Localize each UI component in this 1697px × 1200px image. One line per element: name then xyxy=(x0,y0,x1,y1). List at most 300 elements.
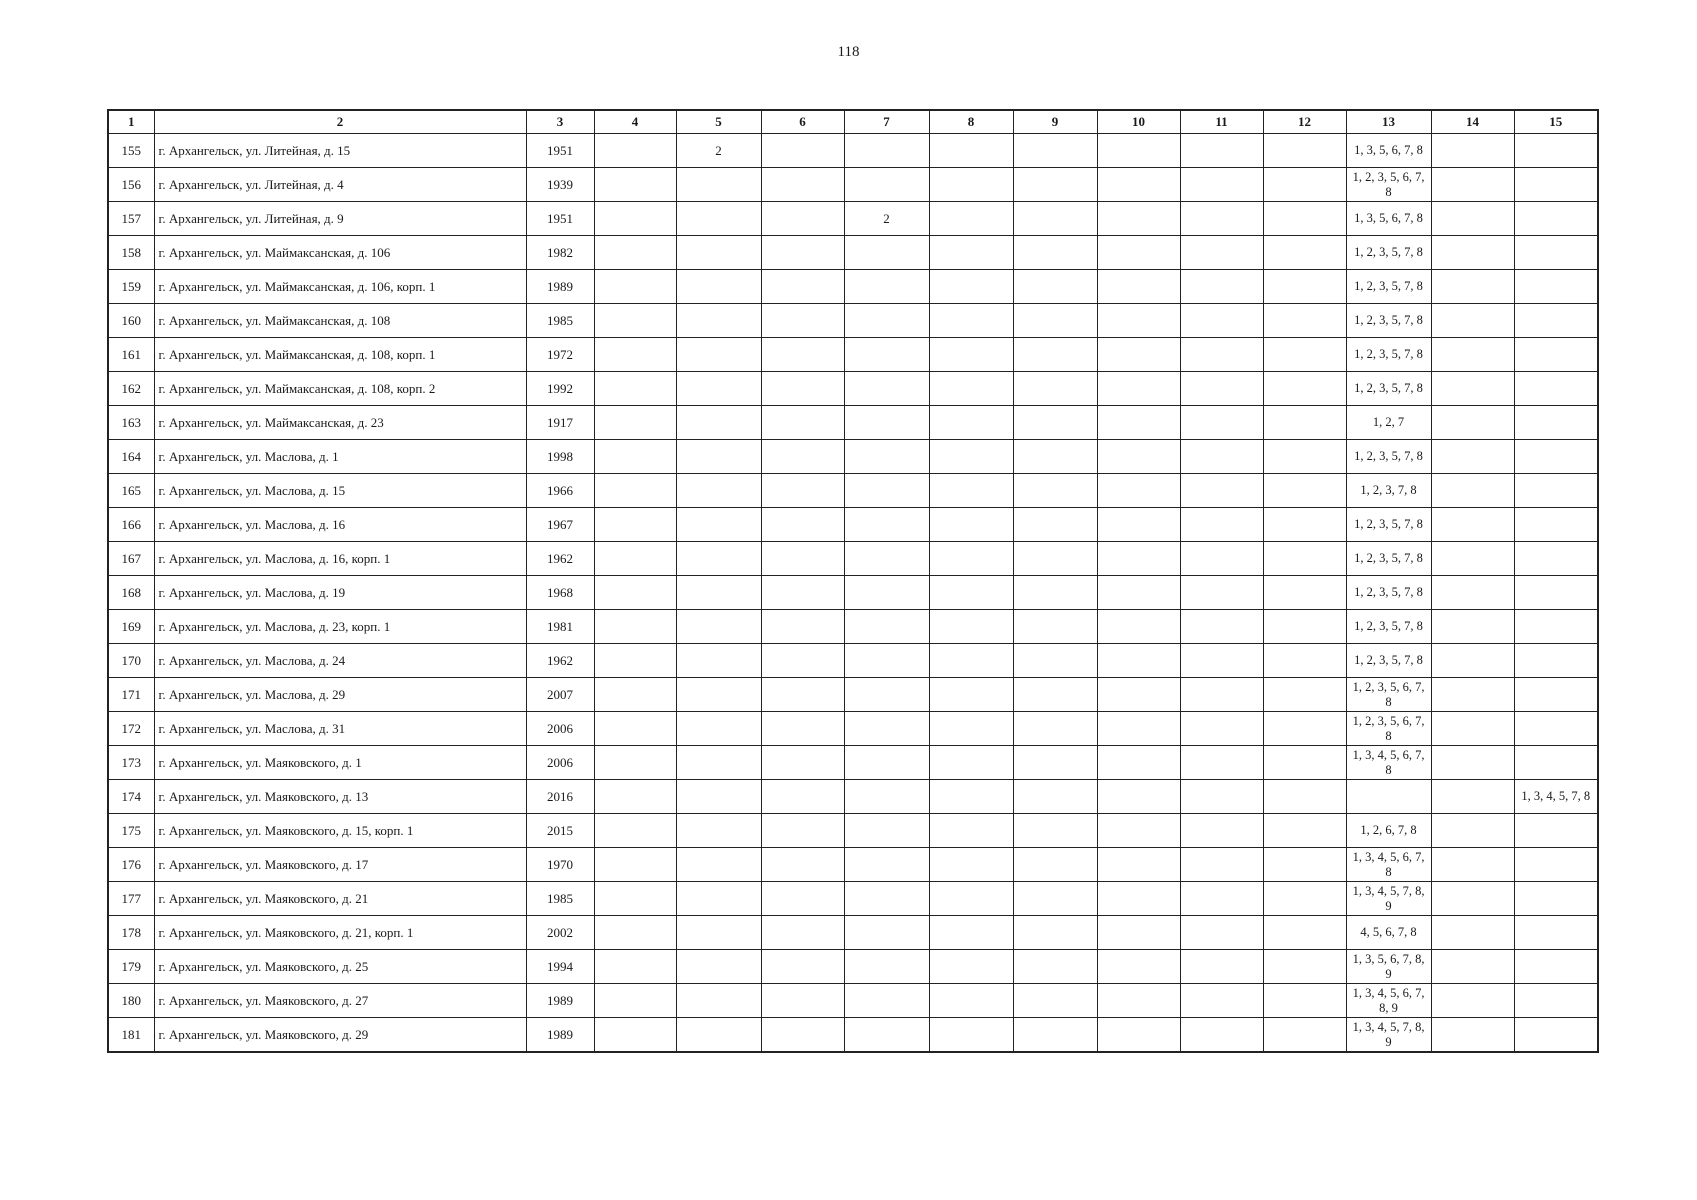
table-cell xyxy=(1431,134,1514,168)
table-cell xyxy=(844,372,929,406)
table-cell xyxy=(1263,134,1346,168)
table-cell xyxy=(761,134,844,168)
table-cell xyxy=(1431,780,1514,814)
table-cell xyxy=(1514,712,1598,746)
table-row xyxy=(108,950,1598,984)
table-cell xyxy=(1180,950,1263,984)
table-cell xyxy=(1431,882,1514,916)
table-cell xyxy=(1431,304,1514,338)
table-cell xyxy=(1431,916,1514,950)
table-cell xyxy=(1013,304,1097,338)
table-cell xyxy=(929,678,1013,712)
table-cell xyxy=(1013,406,1097,440)
row-number-cell: 169 xyxy=(108,610,154,644)
table-cell xyxy=(1097,338,1180,372)
table-cell xyxy=(1346,780,1431,814)
table-cell xyxy=(1514,338,1598,372)
address-cell: г. Архангельск, ул. Маяковского, д. 13 xyxy=(154,780,526,814)
table-cell xyxy=(594,474,676,508)
table-cell xyxy=(1013,338,1097,372)
table-cell xyxy=(929,372,1013,406)
column-header: 9 xyxy=(1013,110,1097,134)
row-number-cell: 175 xyxy=(108,814,154,848)
table-cell xyxy=(1180,474,1263,508)
table-cell xyxy=(1180,202,1263,236)
table-cell xyxy=(1013,814,1097,848)
table-cell xyxy=(1180,848,1263,882)
table-cell xyxy=(676,270,761,304)
column-header: 4 xyxy=(594,110,676,134)
table-cell xyxy=(1097,916,1180,950)
table-cell: 1, 3, 4, 5, 6, 7, 8 xyxy=(1346,746,1431,780)
table-cell: 1, 3, 5, 6, 7, 8 xyxy=(1346,202,1431,236)
table-cell xyxy=(844,508,929,542)
row-number-cell: 163 xyxy=(108,406,154,440)
table-cell xyxy=(1097,168,1180,202)
table-cell xyxy=(1097,474,1180,508)
table-cell xyxy=(1431,542,1514,576)
table-cell xyxy=(761,678,844,712)
table-cell xyxy=(1263,644,1346,678)
table-cell xyxy=(844,1018,929,1053)
table-cell xyxy=(761,304,844,338)
address-cell: г. Архангельск, ул. Маяковского, д. 21, корп. 1 xyxy=(154,916,526,950)
table-cell xyxy=(1263,984,1346,1018)
table-row xyxy=(108,678,1598,712)
table-cell xyxy=(761,984,844,1018)
year-cell: 2002 xyxy=(526,916,594,950)
table-cell xyxy=(761,610,844,644)
table-cell xyxy=(1263,916,1346,950)
row-number-cell: 158 xyxy=(108,236,154,270)
table-cell xyxy=(676,780,761,814)
table-cell xyxy=(1514,950,1598,984)
address-cell: г. Архангельск, ул. Маслова, д. 23, корп. 1 xyxy=(154,610,526,644)
row-number-cell: 173 xyxy=(108,746,154,780)
table-cell: 2 xyxy=(844,202,929,236)
year-cell: 1939 xyxy=(526,168,594,202)
table-cell: 1, 2, 3, 5, 6, 7, 8 xyxy=(1346,168,1431,202)
table-cell xyxy=(1431,270,1514,304)
table-cell xyxy=(594,372,676,406)
row-number-cell: 160 xyxy=(108,304,154,338)
table-cell xyxy=(1431,508,1514,542)
table-cell xyxy=(761,542,844,576)
table-cell xyxy=(1097,372,1180,406)
table-cell xyxy=(1514,236,1598,270)
table-cell xyxy=(676,508,761,542)
table-cell xyxy=(929,202,1013,236)
row-number-cell: 174 xyxy=(108,780,154,814)
table-cell xyxy=(1431,746,1514,780)
table-cell xyxy=(1431,984,1514,1018)
table-row xyxy=(108,338,1598,372)
address-cell: г. Архангельск, ул. Маяковского, д. 25 xyxy=(154,950,526,984)
address-cell: г. Архангельск, ул. Маяковского, д. 15, корп. 1 xyxy=(154,814,526,848)
table-cell xyxy=(844,440,929,474)
table-cell: 1, 2, 3, 5, 7, 8 xyxy=(1346,270,1431,304)
table-cell xyxy=(1097,746,1180,780)
row-number-cell: 179 xyxy=(108,950,154,984)
table-cell xyxy=(594,508,676,542)
table-cell: 1, 2, 3, 5, 6, 7, 8 xyxy=(1346,712,1431,746)
table-cell xyxy=(929,780,1013,814)
table-row xyxy=(108,202,1598,236)
table-cell xyxy=(1263,746,1346,780)
address-cell: г. Архангельск, ул. Маслова, д. 24 xyxy=(154,644,526,678)
row-number-cell: 167 xyxy=(108,542,154,576)
year-cell: 1982 xyxy=(526,236,594,270)
table-cell xyxy=(676,882,761,916)
address-cell: г. Архангельск, ул. Маслова, д. 29 xyxy=(154,678,526,712)
table-cell xyxy=(1180,168,1263,202)
address-cell: г. Архангельск, ул. Маймаксанская, д. 106, корп. 1 xyxy=(154,270,526,304)
table-cell xyxy=(844,916,929,950)
table-row xyxy=(108,848,1598,882)
table-cell: 1, 2, 3, 5, 7, 8 xyxy=(1346,576,1431,610)
table-cell xyxy=(844,678,929,712)
table-cell xyxy=(1263,848,1346,882)
table-cell xyxy=(1514,848,1598,882)
table-row xyxy=(108,610,1598,644)
table-cell: 1, 3, 5, 6, 7, 8, 9 xyxy=(1346,950,1431,984)
table-cell xyxy=(1514,1018,1598,1053)
year-cell: 1970 xyxy=(526,848,594,882)
table-cell xyxy=(1263,882,1346,916)
table-cell xyxy=(1097,814,1180,848)
table-cell xyxy=(929,406,1013,440)
table-cell xyxy=(1514,508,1598,542)
table-cell xyxy=(844,712,929,746)
table-cell xyxy=(1097,576,1180,610)
table-cell xyxy=(594,236,676,270)
table-cell xyxy=(1180,372,1263,406)
table-cell xyxy=(761,474,844,508)
address-cell: г. Архангельск, ул. Маяковского, д. 21 xyxy=(154,882,526,916)
table-cell xyxy=(676,814,761,848)
year-cell: 1966 xyxy=(526,474,594,508)
table-cell: 1, 2, 3, 5, 7, 8 xyxy=(1346,440,1431,474)
table-cell xyxy=(1514,474,1598,508)
table-row xyxy=(108,644,1598,678)
table-cell xyxy=(1263,950,1346,984)
table-cell xyxy=(1514,304,1598,338)
year-cell: 1951 xyxy=(526,134,594,168)
table-cell xyxy=(1180,712,1263,746)
table-cell xyxy=(929,950,1013,984)
table-cell xyxy=(761,712,844,746)
table-cell xyxy=(594,712,676,746)
table-cell xyxy=(761,1018,844,1053)
year-cell: 1994 xyxy=(526,950,594,984)
table-cell xyxy=(761,168,844,202)
table-cell xyxy=(676,542,761,576)
table-row xyxy=(108,780,1598,814)
table-cell xyxy=(929,304,1013,338)
row-number-cell: 156 xyxy=(108,168,154,202)
page-number: 118 xyxy=(837,44,860,60)
table-cell xyxy=(761,644,844,678)
column-header: 10 xyxy=(1097,110,1180,134)
table-cell xyxy=(676,304,761,338)
row-number-cell: 180 xyxy=(108,984,154,1018)
table-cell xyxy=(1097,270,1180,304)
table-cell xyxy=(1263,440,1346,474)
address-cell: г. Архангельск, ул. Маяковского, д. 1 xyxy=(154,746,526,780)
table-cell xyxy=(761,202,844,236)
table-cell xyxy=(1514,678,1598,712)
row-number-cell: 155 xyxy=(108,134,154,168)
table-row xyxy=(108,270,1598,304)
column-header: 6 xyxy=(761,110,844,134)
row-number-cell: 157 xyxy=(108,202,154,236)
column-header: 2 xyxy=(154,110,526,134)
table-cell xyxy=(676,236,761,270)
table-cell xyxy=(676,712,761,746)
table-row xyxy=(108,372,1598,406)
table-cell xyxy=(594,440,676,474)
table-cell xyxy=(1263,712,1346,746)
table-cell xyxy=(929,440,1013,474)
table-cell xyxy=(1180,1018,1263,1053)
table-cell xyxy=(1013,848,1097,882)
table-cell xyxy=(1097,644,1180,678)
table-cell xyxy=(676,610,761,644)
table-cell xyxy=(676,440,761,474)
table-cell xyxy=(929,848,1013,882)
table-cell xyxy=(1013,474,1097,508)
table-cell xyxy=(1514,610,1598,644)
table-cell xyxy=(1097,780,1180,814)
address-cell: г. Архангельск, ул. Маяковского, д. 29 xyxy=(154,1018,526,1053)
table-cell: 1, 3, 4, 5, 7, 8, 9 xyxy=(1346,1018,1431,1053)
table-cell xyxy=(1431,440,1514,474)
table-cell xyxy=(1431,950,1514,984)
table-cell xyxy=(1263,678,1346,712)
table-cell xyxy=(1180,780,1263,814)
table-cell xyxy=(761,576,844,610)
table-cell xyxy=(1097,134,1180,168)
table-cell xyxy=(594,304,676,338)
table-cell xyxy=(1514,542,1598,576)
table-cell: 1, 2, 3, 5, 7, 8 xyxy=(1346,610,1431,644)
year-cell: 1998 xyxy=(526,440,594,474)
year-cell: 1972 xyxy=(526,338,594,372)
table-cell xyxy=(1097,508,1180,542)
table-cell xyxy=(676,746,761,780)
address-cell: г. Архангельск, ул. Маймаксанская, д. 108, корп. 1 xyxy=(154,338,526,372)
table-cell: 1, 2, 3, 5, 6, 7, 8 xyxy=(1346,678,1431,712)
table-cell xyxy=(844,746,929,780)
table-cell xyxy=(1431,168,1514,202)
table-cell xyxy=(1514,576,1598,610)
table-cell xyxy=(1097,882,1180,916)
table-cell xyxy=(594,848,676,882)
table-row xyxy=(108,542,1598,576)
column-header: 11 xyxy=(1180,110,1263,134)
table-cell xyxy=(594,984,676,1018)
table-cell xyxy=(1013,508,1097,542)
table-row xyxy=(108,236,1598,270)
table-cell xyxy=(1431,576,1514,610)
table-cell xyxy=(1431,848,1514,882)
table-cell xyxy=(594,882,676,916)
row-number-cell: 181 xyxy=(108,1018,154,1053)
table-cell xyxy=(676,372,761,406)
row-number-cell: 162 xyxy=(108,372,154,406)
table-cell xyxy=(1097,712,1180,746)
column-header: 3 xyxy=(526,110,594,134)
table-cell xyxy=(594,576,676,610)
table-cell xyxy=(844,950,929,984)
table-cell xyxy=(1514,168,1598,202)
address-cell: г. Архангельск, ул. Маяковского, д. 17 xyxy=(154,848,526,882)
column-header: 5 xyxy=(676,110,761,134)
table-cell xyxy=(594,542,676,576)
table-cell: 1, 2, 3, 7, 8 xyxy=(1346,474,1431,508)
table-cell xyxy=(594,202,676,236)
table-cell xyxy=(1013,712,1097,746)
table-cell xyxy=(1180,644,1263,678)
table-cell xyxy=(594,134,676,168)
year-cell: 1989 xyxy=(526,984,594,1018)
table-cell: 1, 2, 3, 5, 7, 8 xyxy=(1346,338,1431,372)
year-cell: 2006 xyxy=(526,712,594,746)
table-cell xyxy=(1097,848,1180,882)
table-cell xyxy=(1514,746,1598,780)
table-cell xyxy=(1180,338,1263,372)
table-cell xyxy=(676,916,761,950)
table-cell xyxy=(1013,576,1097,610)
table-cell xyxy=(1514,372,1598,406)
table-cell xyxy=(594,1018,676,1053)
address-cell: г. Архангельск, ул. Маслова, д. 16 xyxy=(154,508,526,542)
column-header: 13 xyxy=(1346,110,1431,134)
table-cell: 2 xyxy=(676,134,761,168)
table-cell xyxy=(1180,814,1263,848)
table-cell xyxy=(1180,304,1263,338)
table-row xyxy=(108,814,1598,848)
table-cell xyxy=(844,644,929,678)
address-cell: г. Архангельск, ул. Маймаксанская, д. 108, корп. 2 xyxy=(154,372,526,406)
table-cell xyxy=(844,576,929,610)
table-cell xyxy=(844,406,929,440)
table-cell xyxy=(1013,1018,1097,1053)
table-cell xyxy=(1013,746,1097,780)
table-cell xyxy=(844,814,929,848)
table-cell xyxy=(676,950,761,984)
table-cell xyxy=(1097,202,1180,236)
year-cell: 1968 xyxy=(526,576,594,610)
table-header-row xyxy=(108,110,1598,134)
column-header: 7 xyxy=(844,110,929,134)
table-cell xyxy=(1013,168,1097,202)
table-cell xyxy=(1013,984,1097,1018)
table-cell xyxy=(1431,338,1514,372)
table-cell xyxy=(761,406,844,440)
address-cell: г. Архангельск, ул. Маслова, д. 31 xyxy=(154,712,526,746)
table-cell xyxy=(1097,406,1180,440)
table-cell xyxy=(594,610,676,644)
table-row xyxy=(108,1018,1598,1053)
table-cell xyxy=(761,372,844,406)
year-cell: 1989 xyxy=(526,270,594,304)
table-cell xyxy=(844,984,929,1018)
table-cell xyxy=(1431,236,1514,270)
table-cell xyxy=(844,236,929,270)
table-cell xyxy=(929,984,1013,1018)
table-cell xyxy=(844,168,929,202)
table-cell: 1, 2, 6, 7, 8 xyxy=(1346,814,1431,848)
table-cell xyxy=(761,508,844,542)
table-cell: 1, 2, 3, 5, 7, 8 xyxy=(1346,236,1431,270)
table-cell xyxy=(1180,406,1263,440)
table-cell xyxy=(1180,508,1263,542)
table-cell xyxy=(1013,440,1097,474)
table-cell xyxy=(1263,576,1346,610)
table-row xyxy=(108,712,1598,746)
column-header: 1 xyxy=(108,110,154,134)
table-cell xyxy=(844,304,929,338)
table-cell xyxy=(929,882,1013,916)
table-cell xyxy=(1263,236,1346,270)
table-cell xyxy=(1431,474,1514,508)
column-header: 12 xyxy=(1263,110,1346,134)
table-cell: 4, 5, 6, 7, 8 xyxy=(1346,916,1431,950)
address-cell: г. Архангельск, ул. Литейная, д. 9 xyxy=(154,202,526,236)
table-cell xyxy=(676,984,761,1018)
table-cell xyxy=(676,168,761,202)
table-cell xyxy=(844,780,929,814)
table-cell xyxy=(1180,134,1263,168)
table-cell xyxy=(1097,542,1180,576)
table-cell: 1, 2, 3, 5, 7, 8 xyxy=(1346,304,1431,338)
table-row xyxy=(108,746,1598,780)
table-row xyxy=(108,134,1598,168)
table-cell xyxy=(1514,882,1598,916)
table-cell: 1, 2, 3, 5, 7, 8 xyxy=(1346,508,1431,542)
table-cell xyxy=(1180,984,1263,1018)
table-cell xyxy=(929,576,1013,610)
year-cell: 2015 xyxy=(526,814,594,848)
address-cell: г. Архангельск, ул. Маслова, д. 1 xyxy=(154,440,526,474)
table-cell xyxy=(594,780,676,814)
table-cell xyxy=(1013,236,1097,270)
year-cell: 1985 xyxy=(526,882,594,916)
table-cell xyxy=(929,814,1013,848)
table-cell xyxy=(1180,678,1263,712)
address-cell: г. Архангельск, ул. Маслова, д. 19 xyxy=(154,576,526,610)
table-cell xyxy=(1097,678,1180,712)
table-cell xyxy=(761,882,844,916)
table-cell xyxy=(594,406,676,440)
table-cell: 1, 2, 3, 5, 7, 8 xyxy=(1346,372,1431,406)
table-cell xyxy=(1013,882,1097,916)
address-cell: г. Архангельск, ул. Маймаксанская, д. 108 xyxy=(154,304,526,338)
table-row xyxy=(108,168,1598,202)
table-cell xyxy=(929,1018,1013,1053)
column-header: 15 xyxy=(1514,110,1598,134)
row-number-cell: 165 xyxy=(108,474,154,508)
table-cell xyxy=(1431,406,1514,440)
table-cell xyxy=(929,168,1013,202)
table-cell xyxy=(1514,202,1598,236)
table-cell xyxy=(676,406,761,440)
table-cell xyxy=(1263,1018,1346,1053)
table-row xyxy=(108,440,1598,474)
table-row xyxy=(108,916,1598,950)
address-cell: г. Архангельск, ул. Маслова, д. 16, корп. 1 xyxy=(154,542,526,576)
